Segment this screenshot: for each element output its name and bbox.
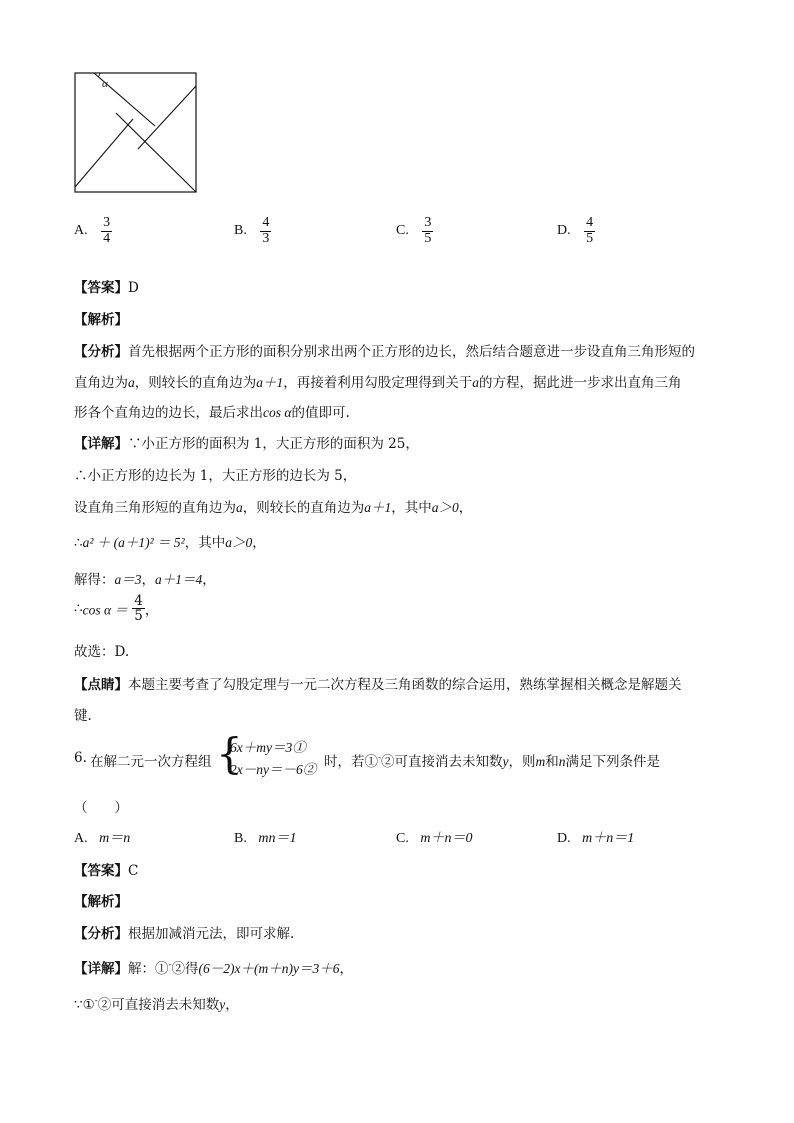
q5-analysis-heading: 【解析】 (74, 312, 128, 328)
q5-option-d[interactable]: D. $\frac{4}{5}$ (557, 215, 594, 246)
q5-answer: 【答案】D (74, 280, 139, 296)
q5-xiangjie-line7: 故选：D. (74, 644, 130, 660)
q5-option-a[interactable]: A. $\frac{3}{4}$ (74, 215, 111, 246)
q6-xiangjie-line1: 【详解】解：①-②得(6－2)x＋(m＋n)y＝3＋6， (74, 960, 354, 977)
fraction: $\frac{3}{5}$ (424, 215, 432, 246)
q5-dianjing-line2: 键. (74, 708, 92, 724)
q5-fenxi-line2: 直角边为a，则较长的直角边为a＋1，再接着利用勾股定理得到关于a的方程，据此进一步求出直角三角 (74, 375, 682, 391)
q5-xiangjie-line2: ∴小正方形的边长为 1，大正方形的边长为 5， (74, 468, 357, 484)
q5-fenxi-line3: 形各个直角边的边长，最后求出cos α的值即可. (74, 405, 350, 421)
q5-xiangjie-line1: 【详解】∵小正方形的面积为 1，大正方形的面积为 25， (74, 436, 419, 452)
q5-option-c[interactable]: C. $\frac{3}{5}$ (396, 215, 432, 246)
segment-2 (138, 86, 196, 149)
q6-fenxi: 【分析】根据加减消元法，即可求解. (74, 926, 295, 942)
q5-dianjing-line1: 【点睛】本题主要考查了勾股定理与一元二次方程及三角函数的综合运用，熟练掌握相关概念是解题关 (74, 677, 682, 693)
fraction: $\frac{4}{5}$ (586, 215, 594, 246)
question-number: 6. (74, 750, 87, 766)
brace: { (216, 729, 243, 778)
q6-answer: 【答案】C (74, 863, 139, 879)
q6-analysis-heading: 【解析】 (74, 894, 128, 910)
angle-label: α (102, 78, 108, 90)
q5-option-b[interactable]: B. $\frac{4}{3}$ (234, 215, 270, 246)
q5-xiangjie-line6: ∴cos α ＝ $\frac{4}{5}$ ， (74, 593, 159, 625)
q6-option-c[interactable]: C. m＋n＝0 (396, 831, 473, 846)
q6-xiangjie-line2: ∵①-②可直接消去未知数y， (74, 996, 239, 1013)
fraction: $\frac{3}{4}$ (103, 215, 111, 246)
answer-blank: （ ） (74, 800, 128, 816)
segment-4 (75, 119, 133, 187)
fraction: $\frac{4}{5}$ (134, 593, 143, 625)
q5-xiangjie-line5: 解得：a＝3，a＋1＝4， (74, 572, 216, 588)
fraction: $\frac{4}{3}$ (262, 215, 270, 246)
q5-xiangjie-line3: 设直角三角形短的直角边为a，则较长的直角边为a＋1，其中a＞0， (74, 500, 473, 516)
pinwheel-figure (74, 72, 198, 194)
q5-xiangjie-line4: ∴a² ＋ (a＋1)² ＝ 5²，其中a＞0， (74, 535, 266, 551)
q6-option-b[interactable]: B. mn＝1 (234, 831, 297, 846)
q6-option-a[interactable]: A. m＝n (74, 831, 131, 846)
equation-1: 6x＋my＝3① (230, 740, 306, 755)
q6-option-d[interactable]: D. m＋n＝1 (557, 831, 635, 846)
equation-2: 2x－ny＝－6② (230, 762, 317, 777)
q5-fenxi-line1: 【分析】首先根据两个正方形的面积分别求出两个正方形的边长，然后结合题意进一步设直角三角形短的 (74, 344, 695, 360)
